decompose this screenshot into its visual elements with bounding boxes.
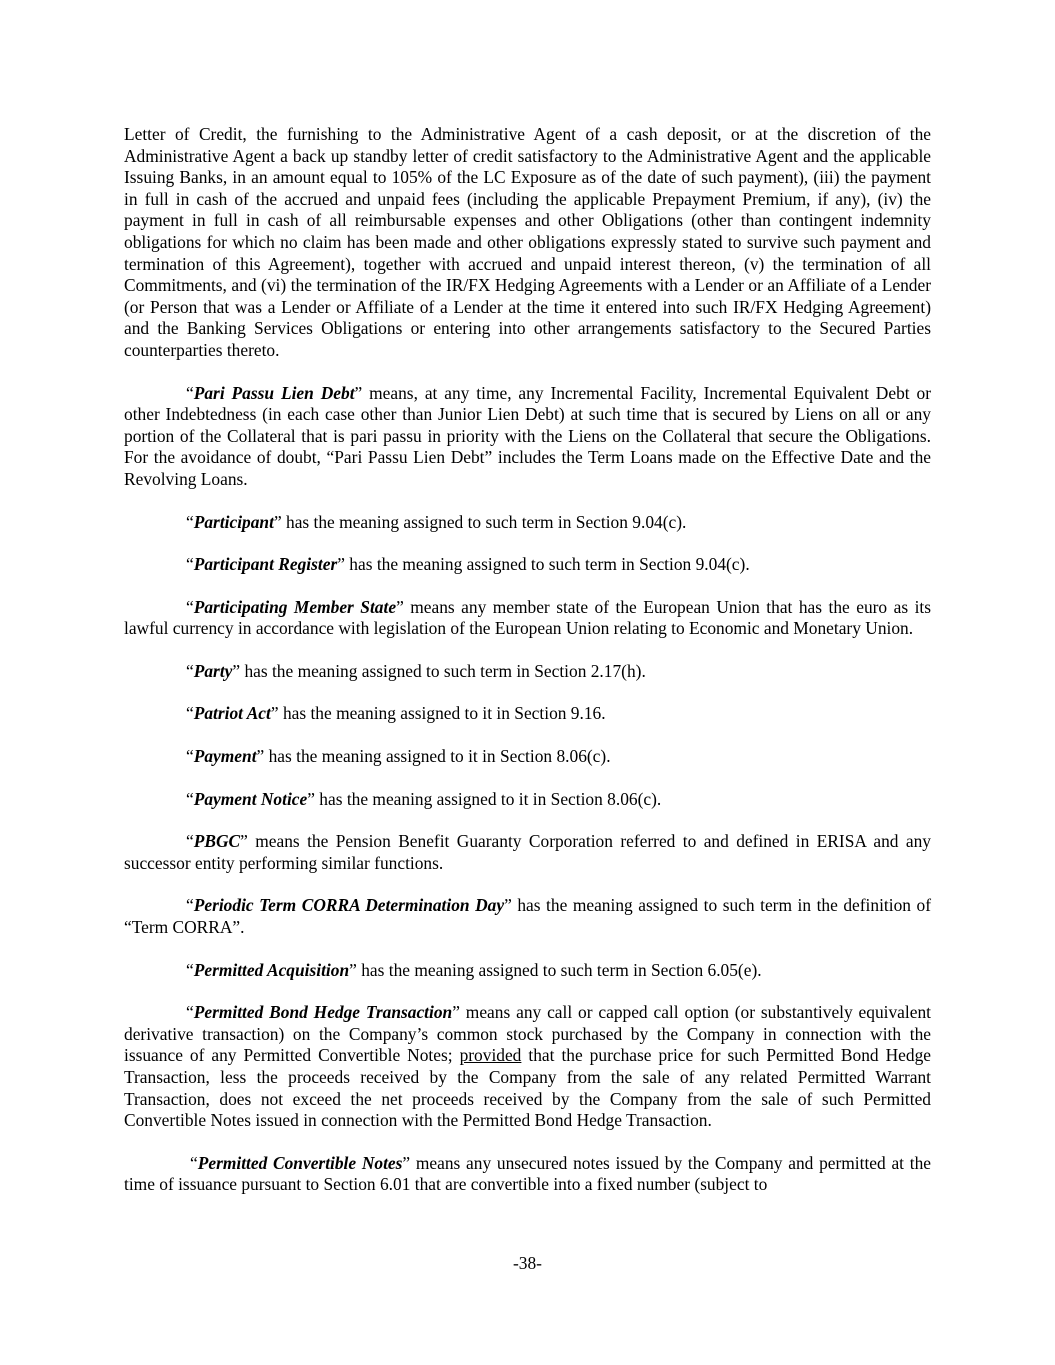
definition-participant-register [124, 554, 931, 576]
definition-text: ” means any member state of the European Union that has the euro as its lawful currency in accordance with legislation of the European Union relating to Economic and Monetary Union. [124, 596, 932, 639]
open-quote: “ [186, 831, 194, 852]
open-quote: “ [186, 511, 194, 532]
defined-term: Permitted Convertible Notes [197, 1152, 403, 1173]
defined-term: Party [193, 660, 233, 681]
open-quote: “ [186, 596, 194, 617]
open-quote: “ [186, 788, 194, 809]
definition-text: ” has the meaning assigned to such term in Section 9.04(c). [273, 511, 687, 532]
definition-permitted-acquisition [124, 960, 931, 982]
definition-participating-member-state [124, 597, 931, 640]
open-quote: “ [186, 703, 194, 724]
defined-term: Permitted Bond Hedge Transaction [193, 1002, 453, 1023]
definition-text: ” has the meaning assigned to such term in the definition of “Term CORRA”. [124, 895, 931, 938]
definition-patriot-act [124, 703, 931, 725]
open-quote: “ [186, 895, 194, 916]
definition-text: ” has the meaning assigned to it in Section 8.06(c). [307, 788, 662, 809]
definition-permitted-convertible-notes [124, 1153, 931, 1196]
definition-text-continued: that the purchase price for such Permitted Bond Hedge Transaction, less the proceeds received by the Company from the sale of any related Permitted Warrant Transaction, does not exceed the net proceeds received by the Company from the sale of such Permitted Convertible Notes issued in connection with the Permitted Bond Hedge Transaction. [124, 1045, 931, 1131]
defined-term: Permitted Acquisition [193, 959, 350, 980]
open-quote: “ [186, 554, 194, 575]
open-quote: “ [190, 1152, 198, 1173]
paragraph-payment-in-full-continuation: Letter of Credit, the furnishing to the Administrative Agent of a cash deposit, or at the discretion of the Administrative Agent a back up standby letter of credit satisfactory to the Administrative Agent and the applicable Issuing Banks, in an amount equal to 105% of the LC Exposure as of the date of such payment), (iii) the payment in full in cash of the accrued and unpaid fees (including the applicable Prepayment Premium, if any), (iv) the payment in full in cash of all reimbursable expenses and other Obligations (other than contingent indemnity obligations for which no claim has been made and other obligations expressly stated to survive such payment and termination of this Agreement), together with accrued and unpaid interest thereon, (v) the termination of all Commitments, and (vi) the termination of the IR/FX Hedging Agreements with a Lender or an Affiliate of a Lender (or Person that was a Lender or Affiliate of a Lender at the time it entered into such IR/FX Hedging Agreement) and the Banking Services Obligations or entering into other arrangements satisfactory to the Secured Parties counterparties thereto. [124, 124, 931, 360]
definition-text: ” has the meaning assigned to such term in Section 9.04(c). [337, 554, 750, 575]
defined-term: Participating Member State [193, 596, 397, 617]
definition-text: ” means, at any time, any Incremental Facility, Incremental Equivalent Debt or other Indebtedness (in each case other than Junior Lien Debt) at such time that is secured by Liens on all or any portion of the Collateral that is pari passu in priority with the Liens on the Collateral that secure the Obligations. For the avoidance of doubt, “Pari Passu Lien Debt” includes the Term Loans made on the Effective Date and the Revolving Loans. [124, 382, 931, 489]
defined-term: PBGC [193, 831, 241, 852]
defined-term: Periodic Term CORRA Determination Day [193, 895, 505, 916]
definition-text: ” has the meaning assigned to such term in Section 2.17(h). [232, 660, 646, 681]
definition-text: ” means any call or capped call option (or substantively equivalent derivative transaction) on the Company’s common stock purchased by the Company in connection with the issuance of any Permitted Convertible Notes; [124, 1002, 931, 1066]
definition-permitted-bond-hedge-transaction [124, 1002, 931, 1132]
definition-periodic-term-corra-determination-day [124, 895, 931, 938]
definition-payment-notice [124, 789, 931, 811]
defined-term: Pari Passu Lien Debt [193, 382, 355, 403]
definition-text: ” has the meaning assigned to it in Section 8.06(c). [256, 746, 611, 767]
definition-pari-passu-lien-debt [124, 383, 931, 491]
definition-text: ” has the meaning assigned to it in Section 9.16. [270, 703, 606, 724]
underlined-proviso: provided [459, 1045, 522, 1066]
definition-party [124, 661, 931, 683]
page-number: -38- [513, 1253, 542, 1273]
open-quote: “ [186, 660, 194, 681]
definition-pbgc [124, 831, 931, 874]
defined-term: Patriot Act [193, 703, 271, 724]
defined-term: Payment [193, 746, 257, 767]
document-page [124, 124, 931, 1217]
definition-text: ” has the meaning assigned to such term in Section 6.05(e). [349, 959, 762, 980]
definition-text: ” means the Pension Benefit Guaranty Corporation referred to and defined in ERISA and any successor entity performing similar functions. [124, 831, 931, 873]
defined-term: Participant Register [193, 554, 338, 575]
open-quote: “ [186, 746, 194, 767]
defined-term: Participant [193, 511, 274, 532]
definition-text: ” means any unsecured notes issued by the Company and permitted at the time of issuance pursuant to Section 6.01 that are convertible into a fixed number (subject to [124, 1152, 931, 1195]
definition-participant [124, 512, 931, 534]
open-quote: “ [186, 382, 194, 403]
open-quote: “ [186, 1002, 194, 1023]
defined-term: Payment Notice [193, 788, 308, 809]
definition-payment [124, 746, 931, 768]
open-quote: “ [186, 959, 194, 980]
